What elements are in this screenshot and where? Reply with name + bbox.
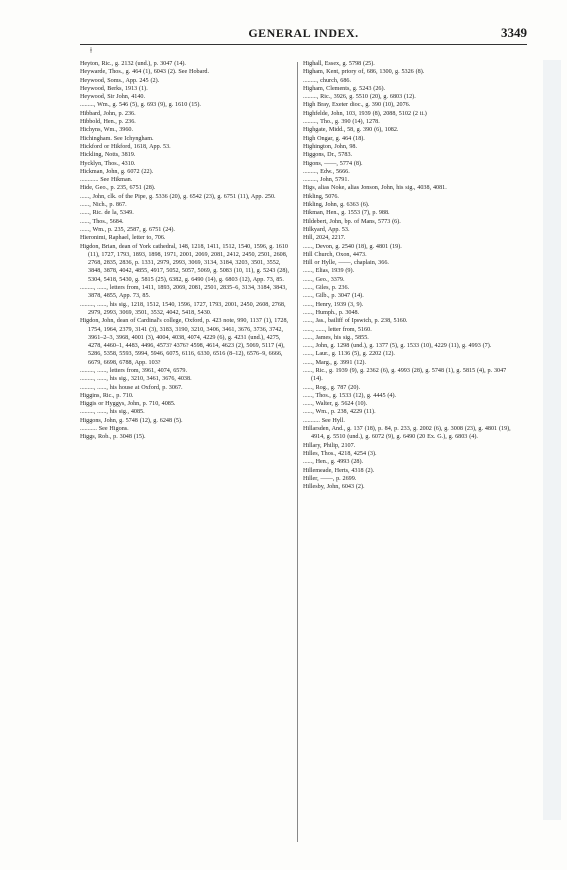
index-entry: ......, Thos., g. 1533 (12), g. 4445 (4). (303, 392, 397, 399)
index-entry: Hill, 2024, 2217. (303, 235, 346, 242)
index-entry: Hikling, 5076. (303, 193, 339, 200)
index-entry: ........., church, 686. (303, 77, 352, 84)
index-entry: ......, Walter, g. 5624 (10). (303, 401, 368, 408)
index-entry: ......, ......, letter from, 5160. (303, 326, 372, 333)
index-entry: ......, Gilb., p. 3047 (14). (303, 293, 364, 300)
index-entry: ......, Devon, g. 2540 (18), g. 4801 (19). (303, 243, 402, 250)
index-entry: Hickling, Notts, 3819. (80, 152, 136, 159)
index-entry: Heywarde, Thos., g. 464 (1), 6043 (2). See Hobard. (80, 69, 209, 76)
index-entry: ........., ......, his sig., 4085. (80, 409, 145, 416)
index-entry: Higs, alias Noke, alias Jonson, John, his sig., 4038, 4081. (303, 185, 447, 192)
index-entry: Hichingham. See Ichyngham. (80, 135, 154, 142)
index-entry: Highfelde, John, 103, 1939 (8), 2088, 5102 (2 ii.) (303, 110, 427, 117)
index-entry: Heywood, Berks, 1913 (1). (80, 85, 148, 92)
index-entry: Hieronimi, Raphael, letter to, 706. (80, 235, 166, 242)
index-entry: ......, Geo., 3379. (303, 276, 345, 283)
index-entry: Higdon, John, dean of Cardinal's college, Oxford, p. 423 note, 990, 1137 (1), 1728, 1754, 1964, 2379, 3141 (3), 3183, 3190, 3210, 3406, 3461, 3676, 3736, 3742, 3961–2–3, 3968, 4001 (3), 4004, 4038, 4074, 4229 (6), g. 4231 (und.), 4275, 4278, 4460–1, 4483, 4496, 4573? 4376? 4598, 4614, 4623 (2), 5069, 5117 (4), 5286, 5358, 5593, 5994, 5946, 6075, 6116, 6330, 6516 (8–12), 6576–9, 6666, 6679, 6698, 6788, App. 103? (80, 318, 289, 366)
page-header (80, 26, 527, 45)
index-entry: Hillary, Philip, 2107. (303, 442, 356, 449)
index-entry: ......, Thos., 5684. (80, 218, 124, 225)
index-entry: ......, Ric. de la, 5349. (80, 210, 134, 217)
index-entry: Heywood, Sir John, 4140. (80, 94, 146, 101)
index-entry: High Ongar, g. 464 (18). (303, 135, 365, 142)
index-entry: ........., Ric., 3926, g. 5510 (20), g. 6803 (12). (303, 94, 416, 101)
index-entry: Higgons, Dr., 5783. (303, 152, 353, 159)
index-entry: ......, Nich., p. 867. (80, 202, 127, 209)
index-entry: ......, John, clk. of the Pipe, g. 5336 (20), g. 6542 (23), g. 6751 (11), App. 250. (80, 193, 276, 200)
index-entry: ......, Marg., g. 3991 (12). (303, 359, 366, 366)
index-entry: ......, Wm., p. 235, 2587, g. 6751 (24). (80, 226, 175, 233)
index-entry: High Bray, Exeter dioc., g. 390 (10), 2076. (303, 102, 411, 109)
index-entry: Hikman, Hen., g. 1553 (7), p. 988. (303, 210, 390, 217)
index-entry: Hillesby, John, 6043 (2). (303, 484, 365, 491)
index-entry: Higdon, Brian, dean of York cathedral, 148, 1218, 1411, 1512, 1540, 1596, g. 1610 (11), 1727, 1793, 1893, 1898, 1971, 2001, 2069, 2081, 2412, 2450, 2501, 2608, 2768, 2835, 2836, p. 1331, 2979, 2993, 3069, 3134, 3184, 3203, 3501, 3552, 3848, 3878, 4042, 4855, 4917, 5052, 5057, 5069, g. 5083 (10, 11), g. 5243 (28), 5304, 5418, 5430, g. 5815 (25), 6382, g. 6490 (14), g. 6803 (12), App. 73, 85. (80, 243, 289, 283)
index-entry: ............ See Hikman. (80, 177, 133, 184)
index-entry: ......, Wm., p. 238, 4229 (11). (303, 409, 376, 416)
index-entry: ........., ......, letters from, 3961, 4074, 6579. (80, 367, 188, 374)
index-entry: ......, John, g. 1298 (und.), g. 1377 (5), g. 1533 (10), 4229 (11), g. 4993 (7). (303, 343, 492, 350)
index-entry: ........., ......, letters from, 1411, 1893, 2069, 2081, 2501, 2835–6, 3134, 3184, 3843, 3878, 4855, App. 73, 85. (80, 285, 287, 300)
index-entry: Higgs, Rob., p. 3048 (15). (80, 434, 146, 441)
index-entry: Hibbard, John, p. 236. (80, 110, 136, 117)
index-entry: Higham, Clements, g. 5243 (26). (303, 85, 386, 92)
index-entry: ......, Giles, p. 236. (303, 285, 350, 292)
index-entry: Hichyns, Wm., 3960. (80, 127, 134, 134)
index-entry: Hill or Hylle, ——, chaplain, 366. (303, 260, 389, 267)
index-entry: ........., John, 5791. (303, 177, 349, 184)
index-entry: Hilkyard, App. 53. (303, 226, 350, 233)
index-entry: ........., Edw., 5666. (303, 168, 350, 175)
index-entry: Hickman, John, g. 6072 (22). (80, 168, 154, 175)
index-entry: ......, Hen., g. 4993 (28). (303, 459, 364, 466)
index-entry: ........., ......, his sig., 1218, 1512, 1540, 1596, 1727, 1793, 2001, 2450, 2608, 2768, 2979, 2993, 3069, 3501, 3532, 4042, 5418, 5430. (80, 301, 286, 316)
index-entry: Hill Church, Oxon, 4473. (303, 251, 367, 258)
index-entry: Hiller, ——, p. 2699. (303, 475, 357, 482)
index-entry: ......, Ric., g. 1939 (9), g. 2362 (6), g. 4993 (28), g. 5748 (1), g. 5815 (4), p. 3047 (14). (303, 367, 507, 383)
index-entry: ........... See Higons. (80, 426, 129, 433)
index-entry: Heywood, Soms., App. 245 (2). (80, 77, 160, 84)
index-entry: Hikling, John, g. 6363 (6). (303, 202, 370, 209)
page-number: 3349 (501, 25, 527, 40)
index-entry: Hildebert, John, bp. of Mans, 5773 (6). (303, 218, 401, 225)
index-entry: ......, Henry, 1939 (3, 9). (303, 301, 364, 308)
index-entry: ........... See Hyll. (303, 417, 345, 424)
index-entry: ........., Tho., g. 390 (14), 1278. (303, 119, 380, 126)
index-entry: Hickford or Hikford, 1618, App. 53. (80, 143, 171, 150)
index-entry: ......, Jas., bailiff of Ipswich, p. 238, 5160. (303, 318, 408, 325)
index-entry: Higgons, John, g. 5748 (12), g. 6248 (5). (80, 417, 183, 424)
index-entry: Heyton, Ric., g. 2132 (und.), p. 3047 (14). (80, 61, 186, 67)
watermark-graphic (541, 60, 563, 820)
index-entry: Hide, Geo., p. 235, 6751 (28). (80, 185, 156, 192)
index-entry: ......, Humph., p. 3048. (303, 309, 360, 316)
index-entry: Highgate, Midd., 58, g. 390 (6), 1082. (303, 127, 399, 134)
index-entry: Higgins, Ric., p. 710. (80, 392, 134, 399)
index-entry: Higgis or Hyggys, John, p. 710, 4085. (80, 401, 176, 408)
printer-mark: ǂ (90, 46, 92, 55)
index-entry: ......, Elias, 1939 (9). (303, 268, 355, 275)
index-entry: ......, Laur., g. 1136 (5), g. 2202 (12). (303, 351, 395, 358)
index-entry: ......, Rog., g. 787 (20). (303, 384, 360, 391)
index-entry: Higham, Kent, priory of, 686, 1300, g. 5326 (8). (303, 69, 425, 76)
index-entry: ......, James, his sig., 5855. (303, 334, 369, 341)
index-entry: ........., ......, his sig., 3210, 3461, 3676, 4038. (80, 376, 192, 383)
index-entry: Hycklyn, Thos., 4310. (80, 160, 136, 167)
index-entry: ........., ......, his house at Oxford, p. 3067. (80, 384, 183, 391)
index-entry: Hillarsden, And., g. 137 (18), p. 84, p. 233, g. 2002 (6), g. 3008 (23), g. 4801 (19), 4914, g. 5510 (und.), g. 6072 (9), g. 6490 (20 Ex. G.), g. 6803 (4). (303, 426, 511, 441)
index-entry: Highington, John, 98. (303, 143, 357, 150)
index-entry: ........., Wm., g. 546 (5), g. 693 (9), g. 1610 (15). (80, 102, 201, 109)
column-divider (297, 62, 298, 842)
index-entry: Hillemeade, Herts, 4318 (2). (303, 467, 375, 474)
index-entry: Hibbold, Hen., p. 236. (80, 119, 136, 126)
index-entry: Highall, Essex, g. 5798 (25). (303, 61, 375, 67)
index-entry: Hilles, Thos., 4218, 4254 (3). (303, 450, 377, 457)
index-column-right (303, 60, 513, 491)
index-column-left (80, 60, 290, 442)
running-title: GENERAL INDEX. (248, 26, 359, 40)
index-entry: Higons, ——, 5774 (8). (303, 160, 363, 167)
